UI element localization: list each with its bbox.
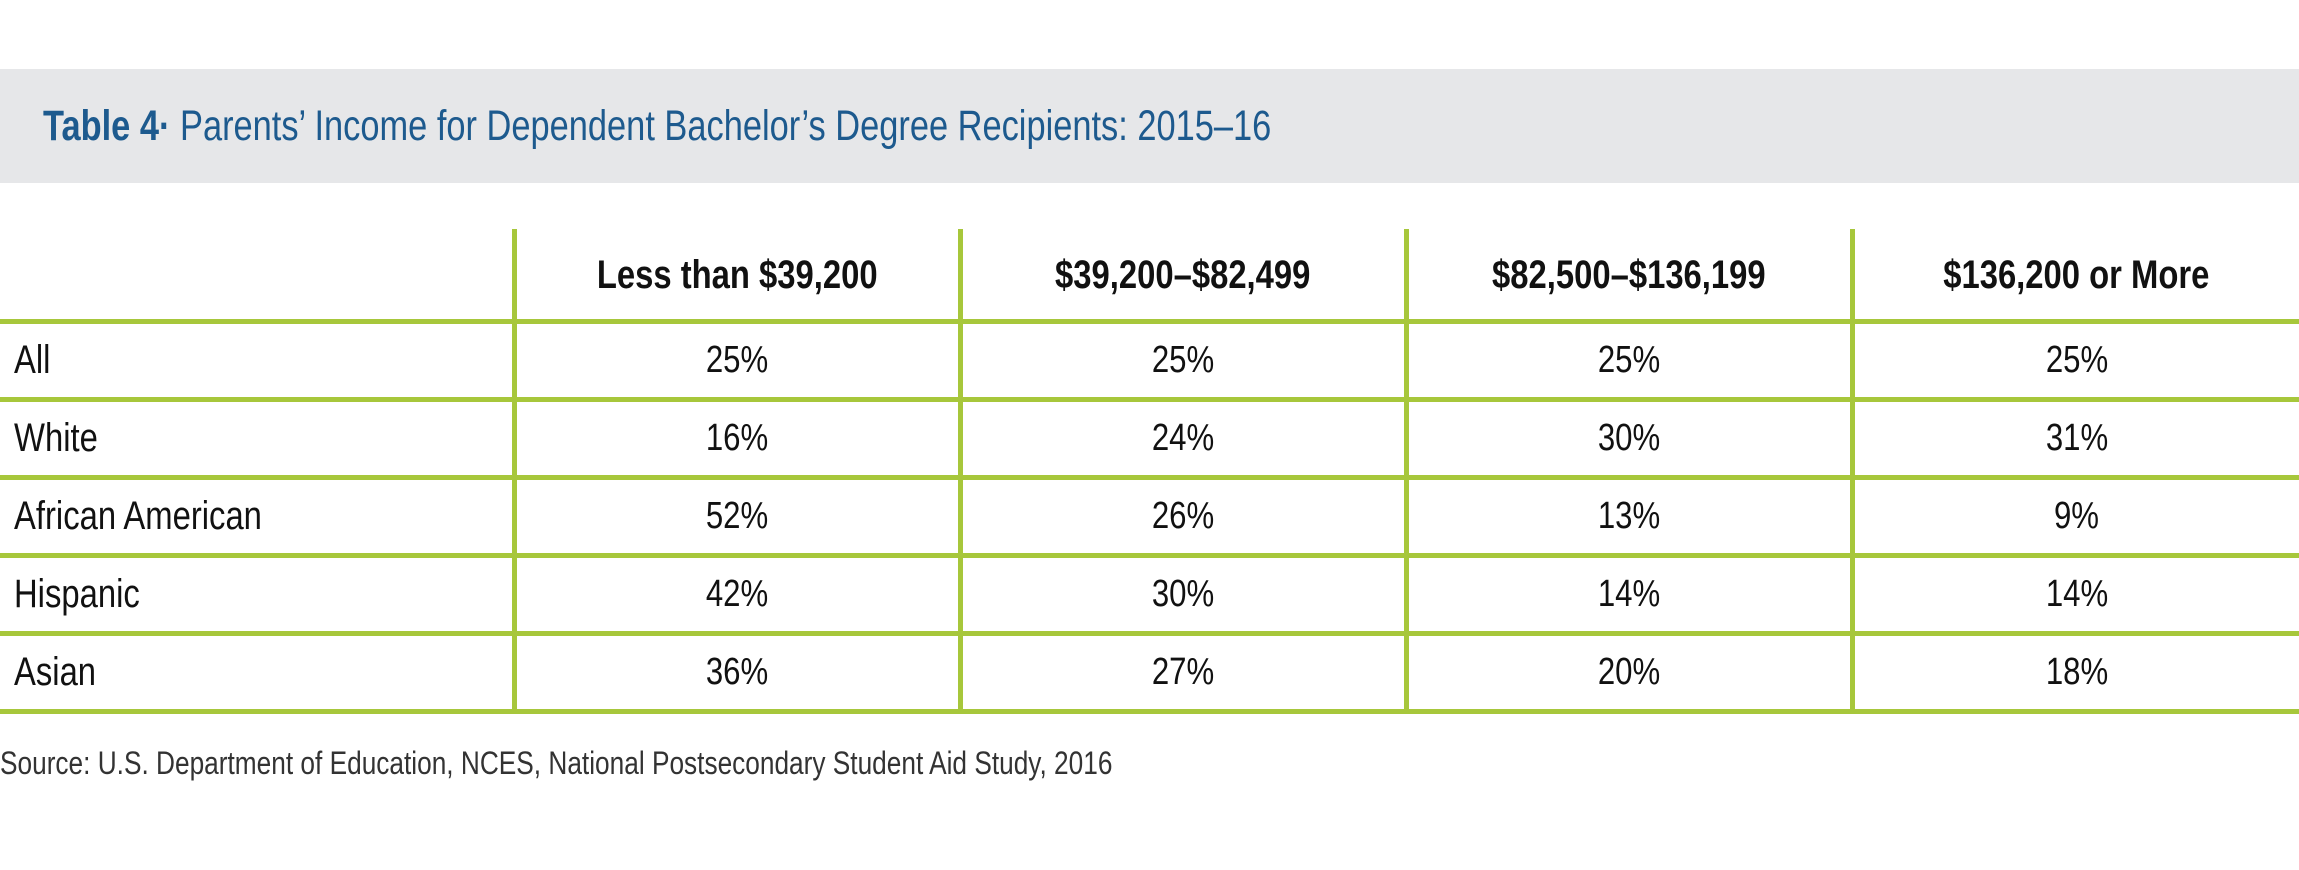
- table-cell: 9%: [1852, 477, 2299, 555]
- table-title: [43, 69, 1271, 183]
- table-cell: 20%: [1406, 633, 1852, 711]
- header-row: [0, 229, 2299, 321]
- source-note: Source: U.S. Department of Education, NCES, National Postsecondary Student Aid Study, 2016: [0, 745, 1113, 781]
- row-label: All: [0, 321, 514, 399]
- table-cell: 36%: [514, 633, 960, 711]
- column-header: $136,200 or More: [1852, 229, 2299, 321]
- column-header: Less than $39,200: [514, 229, 960, 321]
- table-cell: 25%: [1852, 321, 2299, 399]
- title-separator: ·: [158, 102, 171, 150]
- table-cell: 31%: [1852, 399, 2299, 477]
- table-title-text: Parents’ Income for Dependent Bachelor’s Degree Recipients: 2015–16: [170, 102, 1272, 150]
- table-cell: 42%: [514, 555, 960, 633]
- table-cell: 25%: [1406, 321, 1852, 399]
- table-cell: 27%: [960, 633, 1406, 711]
- table-cell: 52%: [514, 477, 960, 555]
- table-cell: 25%: [960, 321, 1406, 399]
- table-cell: 18%: [1852, 633, 2299, 711]
- table-row: [0, 477, 2299, 555]
- column-header: $82,500–$136,199: [1406, 229, 1852, 321]
- table-cell: 14%: [1406, 555, 1852, 633]
- table-row: [0, 399, 2299, 477]
- table-cell: 13%: [1406, 477, 1852, 555]
- table-row: [0, 633, 2299, 711]
- row-label: White: [0, 399, 514, 477]
- table-cell: 14%: [1852, 555, 2299, 633]
- table-cell: 16%: [514, 399, 960, 477]
- table-cell: 25%: [514, 321, 960, 399]
- row-label: Hispanic: [0, 555, 514, 633]
- header-corner: [0, 229, 514, 321]
- table-cell: 26%: [960, 477, 1406, 555]
- row-label: African American: [0, 477, 514, 555]
- income-table: [0, 229, 2299, 714]
- table-cell: 30%: [1406, 399, 1852, 477]
- table-row: [0, 321, 2299, 399]
- table-cell: 24%: [960, 399, 1406, 477]
- column-header: $39,200–$82,499: [960, 229, 1406, 321]
- title-bar: [0, 69, 2299, 183]
- row-label: Asian: [0, 633, 514, 711]
- table-row: [0, 555, 2299, 633]
- table-number: Table 4: [43, 102, 159, 150]
- table-cell: 30%: [960, 555, 1406, 633]
